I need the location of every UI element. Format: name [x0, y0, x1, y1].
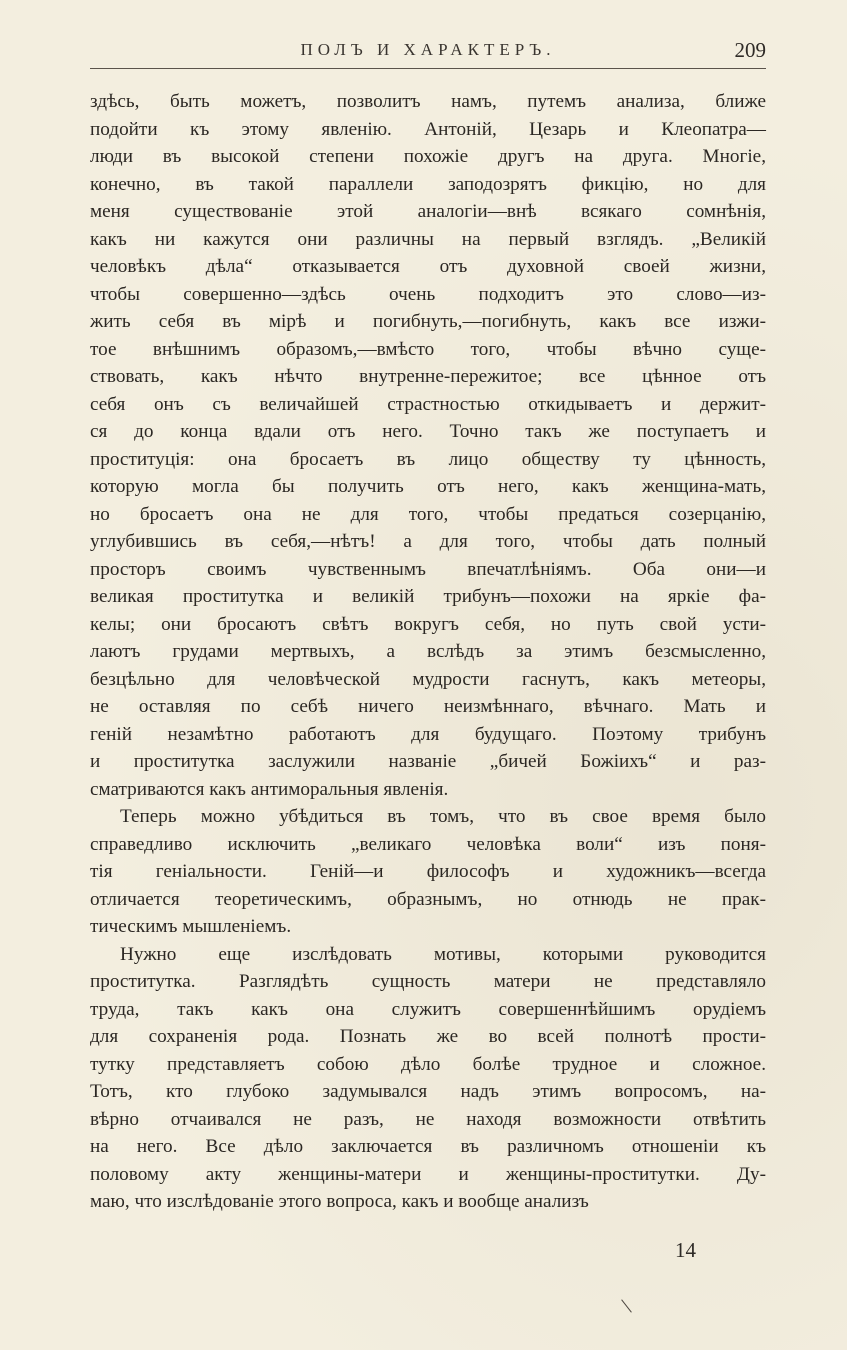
text-line: но бросаетъ она не для того, чтобы предаться созерцанію,	[90, 503, 766, 525]
text-line: углубившись въ себя,—нѣтъ! а для того, чтобы дать полный	[90, 531, 766, 552]
text-line: тія геніальности. Геній—и философъ и художникъ—всегда	[90, 861, 766, 882]
text-line: для сохраненія рода. Познать же во всей полнотѣ прости-	[90, 1026, 766, 1047]
text-line: Теперь можно убѣдиться въ томъ, что въ свое время было	[120, 806, 766, 827]
text-line: конечно, въ такой параллели заподозрятъ фикцію, но для	[90, 173, 766, 195]
running-title: ПОЛЪ И ХАРАКТЕРЪ.	[300, 40, 556, 59]
text-line: Тотъ, кто глубоко задумывался надъ этимъ вопросомъ, на-	[90, 1081, 766, 1102]
text-line: на него. Все дѣло заключается въ различномъ отношеніи къ	[90, 1136, 766, 1157]
text-line: келы; они бросаютъ свѣтъ вокругъ себя, но путь свой усти-	[90, 613, 766, 635]
text-line: труда, такъ какъ она служитъ совершеннѣйшимъ орудіемъ	[90, 998, 766, 1020]
text-line: жить себя въ мірѣ и погибнуть,—погибнуть, какъ все изжи-	[90, 311, 766, 332]
ink-mark	[621, 1299, 632, 1312]
text-line: лаютъ грудами мертвыхъ, а вслѣдъ за этимъ безсмысленно,	[90, 641, 766, 662]
text-line: маю, что изслѣдованіе этого вопроса, какъ и вообще анализъ	[90, 1191, 589, 1212]
text-line: проститутка. Разглядѣть сущность матери не представляло	[90, 971, 766, 992]
text-line: Нужно еще изслѣдовать мотивы, которыми руководится	[120, 943, 766, 965]
text-line: великая проститутка и великій трибунъ—похожи на яркіе фа-	[90, 586, 766, 607]
page-header	[90, 40, 766, 70]
page-number: 209	[734, 38, 766, 62]
text-line: здѣсь, быть можетъ, позволитъ намъ, путемъ анализа, ближе	[90, 91, 766, 112]
text-line: тическимъ мышленіемъ.	[90, 916, 292, 937]
text-line: просторъ своимъ чувственнымъ впечатлѣніямъ. Оба они—и	[90, 558, 766, 580]
text-line: вѣрно отчаивался не разъ, не находя возможности отвѣтить	[90, 1108, 766, 1130]
body-text	[90, 88, 766, 1216]
text-line: чтобы совершенно—здѣсь очень подходитъ это слово—из-	[90, 283, 766, 305]
text-line: которую могла бы получить отъ него, какъ женщина-мать,	[90, 476, 766, 497]
text-line: какъ ни кажутся они различны на первый взглядъ. „Великій	[90, 228, 766, 250]
paragraph-1	[90, 88, 766, 803]
printer-signature-mark: 14	[675, 1238, 696, 1262]
text-line: ся до конца вдали отъ него. Точно такъ же поступаетъ и	[90, 421, 766, 442]
text-line: проституція: она бросаетъ въ лицо обществу ту цѣнность,	[90, 448, 766, 470]
text-line: отличается теоретическимъ, образнымъ, но отнюдь не прак-	[90, 888, 766, 910]
text-line: меня существованіе этой аналогіи—внѣ всякаго сомнѣнія,	[90, 201, 766, 222]
header-rule	[90, 68, 766, 69]
paragraph-3	[90, 941, 766, 1216]
text-line: справедливо исключить „великаго человѣка воли“ изъ поня-	[90, 833, 766, 855]
text-line: половому акту женщины-матери и женщины-проститутки. Ду-	[90, 1163, 766, 1185]
text-line: геній незамѣтно работаютъ для будущаго. Поэтому трибунъ	[90, 723, 766, 745]
text-line: тое внѣшнимъ образомъ,—вмѣсто того, чтобы вѣчно суще-	[90, 338, 766, 360]
text-line: человѣкъ дѣла“ отказывается отъ духовной своей жизни,	[90, 256, 766, 277]
text-line: и проститутка заслужили названіе „бичей Божіихъ“ и раз-	[90, 751, 766, 772]
text-line: безцѣльно для человѣческой мудрости гаснутъ, какъ метеоры,	[90, 668, 766, 690]
text-line: подойти къ этому явленію. Антоній, Цезарь и Клеопатра—	[90, 118, 766, 140]
text-line: тутку представляетъ собою дѣло болѣе трудное и сложное.	[90, 1053, 766, 1075]
text-line: ствовать, какъ нѣчто внутренне-пережитое; все цѣнное отъ	[90, 366, 766, 387]
text-line: себя онъ съ величайшей страстностью откидываетъ и держит-	[90, 393, 766, 415]
text-line: люди въ высокой степени похожіе другъ на друга. Многіе,	[90, 146, 766, 167]
paragraph-2	[90, 803, 766, 941]
text-line: сматриваются какъ антиморальныя явленія.	[90, 778, 449, 800]
text-line: не оставляя по себѣ ничего неизмѣннаго, вѣчнаго. Мать и	[90, 696, 766, 717]
